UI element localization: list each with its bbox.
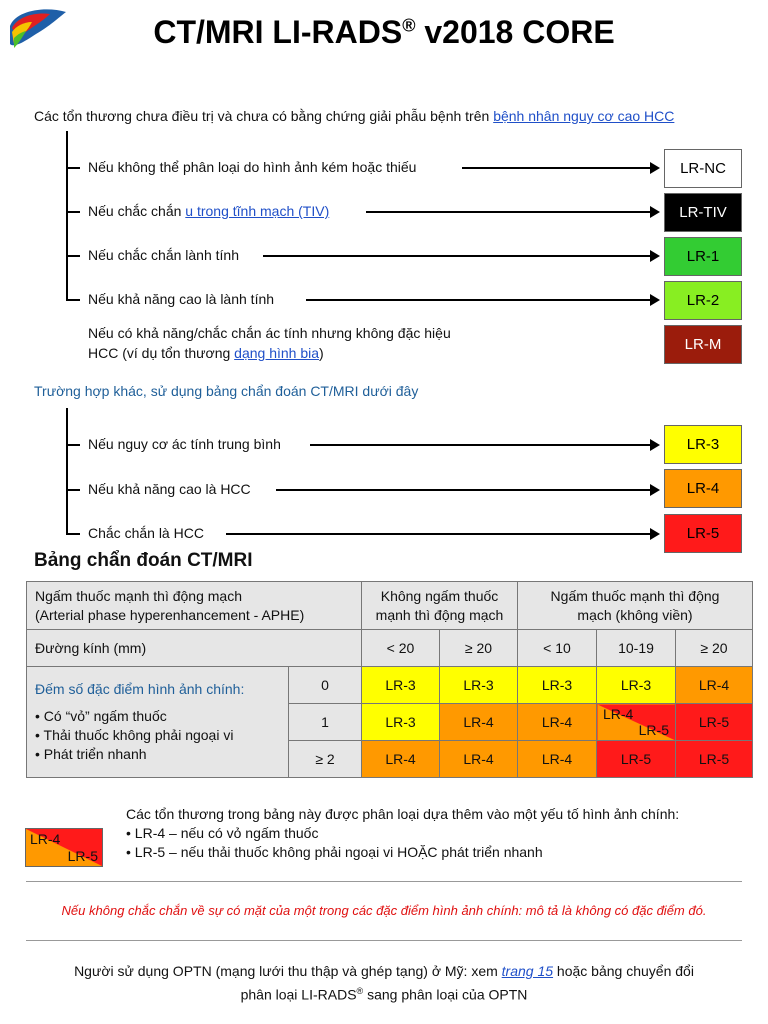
legend-text: Các tổn thương trong bảng này được phân loại dựa thêm vào một yếu tố hình ảnh chính: • LR-4 – nếu có vỏ ngấm thuốc • LR-5 – nếu thải thuốc không phải ngoại vi HOẶC phát triển nhanh — [126, 805, 679, 862]
features-cell — [27, 667, 289, 778]
branch — [66, 533, 80, 535]
diameter-header: ≥ 20 — [676, 630, 753, 667]
branch — [66, 255, 80, 257]
count-cell: 0 — [289, 667, 362, 704]
features-title: Đếm số đặc điểm hình ảnh chính: — [35, 681, 245, 697]
rule-text: Nếu có khả năng/chắc chắn ác tính nhưng không đặc hiệu — [88, 325, 451, 341]
table-cell: LR-3 — [597, 667, 676, 704]
diameter-label: Đường kính (mm) — [27, 630, 362, 667]
branch — [66, 444, 80, 446]
divider — [26, 940, 742, 941]
footer-note: Người sử dụng OPTN (mạng lưới thu thập và ghép tạng) ở Mỹ: xem trang 15 hoặc bảng chuyển đổi phân loại LI-RADS® sang phân loại của OPTN — [74, 963, 694, 1003]
table-cell: LR-5 — [597, 741, 676, 778]
count-cell: ≥ 2 — [289, 741, 362, 778]
table-cell: LR-4 — [362, 741, 440, 778]
table-cell: LR-4 — [676, 667, 753, 704]
split-cell: LR-4 LR-5 — [597, 704, 676, 741]
diameter-header: 10-19 — [597, 630, 676, 667]
arrow — [366, 211, 658, 213]
table-title: Bảng chẩn đoán CT/MRI — [34, 550, 253, 571]
other-case-text: Trường hợp khác, sử dụng bảng chẩn đoán CT/MRI dưới đây — [34, 383, 419, 399]
table-cell: LR-3 — [362, 667, 440, 704]
diameter-header: < 10 — [518, 630, 597, 667]
table-cell: LR-4 — [440, 704, 518, 741]
arrow — [263, 255, 658, 257]
no-aphe-header: Không ngấm thuốc mạnh thì động mạch — [362, 582, 518, 630]
table-cell: LR-4 — [518, 704, 597, 741]
high-risk-link[interactable]: bệnh nhân nguy cơ cao HCC — [493, 108, 675, 124]
rule-text: Chắc chắn là HCC — [88, 525, 204, 541]
rule-text: Nếu chắc chắn u trong tĩnh mạch (TIV) — [88, 203, 330, 219]
aphe-yes-header: Ngấm thuốc mạnh thì động mạch (không viền) — [518, 582, 753, 630]
arrow — [276, 489, 658, 491]
table-cell: LR-4 — [440, 741, 518, 778]
table-cell: LR-5 — [676, 741, 753, 778]
branch — [66, 211, 80, 213]
feature-item: • Thải thuốc không phải ngoại vi — [35, 727, 234, 743]
tree-line-top — [66, 131, 68, 301]
branch — [66, 489, 80, 491]
split-legend-box: LR-4 LR-5 — [25, 828, 103, 867]
category-lr-3: LR-3 — [664, 425, 742, 464]
arrow — [226, 533, 658, 535]
table-cell: LR-5 — [676, 704, 753, 741]
rule-text: Nếu không thể phân loại do hình ảnh kém hoặc thiếu — [88, 159, 417, 175]
legend-item: • LR-4 – nếu có vỏ ngấm thuốc — [126, 824, 679, 843]
category-lr-2: LR-2 — [664, 281, 742, 320]
feature-item: • Có “vỏ” ngấm thuốc — [35, 708, 167, 724]
legend-item: • LR-5 – nếu thải thuốc không phải ngoại vi HOẶC phát triển nhanh — [126, 843, 679, 862]
table-cell: LR-3 — [440, 667, 518, 704]
rule-text: HCC (ví dụ tổn thương dạng hình bia) — [88, 345, 324, 361]
aphe-header: Ngấm thuốc mạnh thì động mạch (Arterial phase hyperenhancement - APHE) — [27, 582, 362, 630]
branch — [66, 299, 80, 301]
divider — [26, 881, 742, 882]
category-lr-5: LR-5 — [664, 514, 742, 553]
page-title: CT/MRI LI-RADS® v2018 CORE — [153, 14, 615, 50]
tree-line-bottom — [66, 408, 68, 535]
rule-text: Nếu khả năng cao là lành tính — [88, 291, 275, 307]
category-lr-m: LR-M — [664, 325, 742, 364]
table-cell: LR-3 — [518, 667, 597, 704]
category-lr-4: LR-4 — [664, 469, 742, 508]
rule-text: Nếu khả năng cao là HCC — [88, 481, 251, 497]
intro-text: Các tổn thương chưa điều trị và chưa có bằng chứng giải phẫu bệnh trên bệnh nhân nguy cơ cao HCC — [34, 108, 675, 124]
page-15-link[interactable]: trang 15 — [501, 963, 554, 979]
arrow — [310, 444, 658, 446]
tiv-link[interactable]: u trong tĩnh mạch (TIV) — [185, 203, 330, 219]
table-cell: LR-3 — [362, 704, 440, 741]
category-lr-nc: LR-NC — [664, 149, 742, 188]
branch — [66, 167, 80, 169]
category-lr-1: LR-1 — [664, 237, 742, 276]
diagnostic-table — [26, 581, 753, 778]
rule-text: Nếu chắc chắn lành tính — [88, 247, 239, 263]
arrow — [462, 167, 658, 169]
feature-item: • Phát triển nhanh — [35, 746, 147, 762]
target-link[interactable]: dạng hình bia — [234, 345, 320, 361]
rule-text: Nếu nguy cơ ác tính trung bình — [88, 436, 281, 452]
category-lr-tiv: LR-TIV — [664, 193, 742, 232]
diameter-header: < 20 — [362, 630, 440, 667]
diameter-header: ≥ 20 — [440, 630, 518, 667]
uncertainty-note: Nếu không chắc chắn về sự có mặt của một trong các đặc điểm hình ảnh chính: mô tả là không có đặc điểm đó. — [61, 903, 707, 918]
arrow — [306, 299, 658, 301]
count-cell: 1 — [289, 704, 362, 741]
table-cell: LR-4 — [518, 741, 597, 778]
